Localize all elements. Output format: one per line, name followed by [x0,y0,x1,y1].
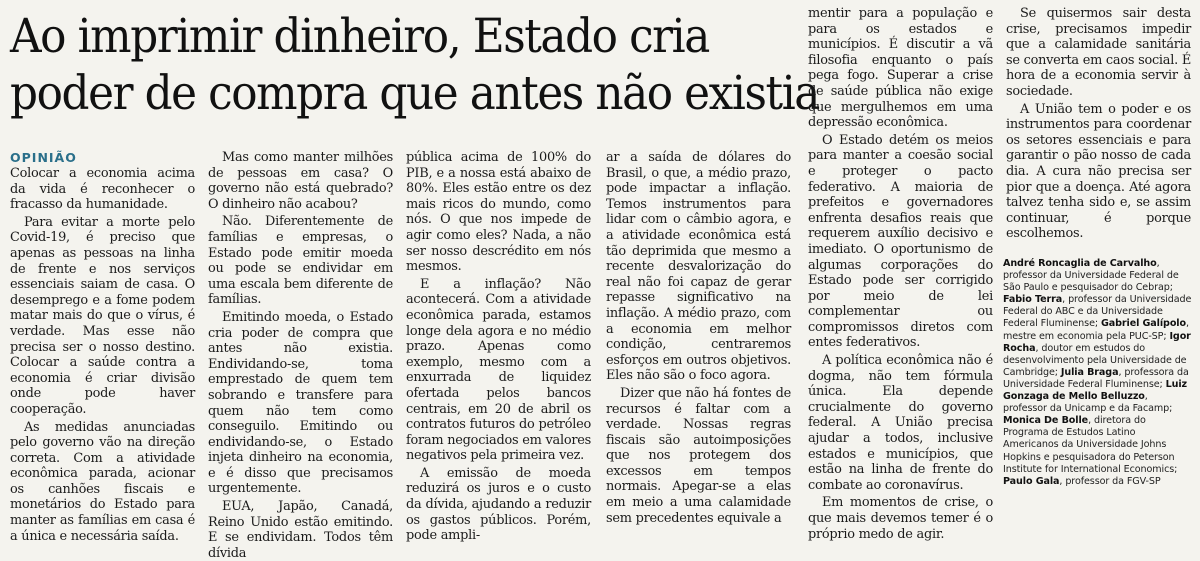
paragraph: O Estado detém os meios para manter a coesão social e proteger o pacto federativo. A maioria de prefeitos e governadores enfrenta desafios reais que requerem auxílio decisivo e imediato. O oportunismo de algumas corporações do Estado pode ser corrigido por meio de lei complementar ou compromissos diretos com entes federativos. [808,132,993,351]
author-desc: , diretora do Programa de Estudos Latino Americanos da Universidade Johns Hopkins e pesquisadora do Peterson Institute for International Economics; [1003,415,1178,475]
paragraph: A emissão de moeda reduzirá os juros e o custo da dívida, ajudando a reduzir os gastos públicos. Porém, pode ampli- [406,465,591,544]
paragraph: Emitindo moeda, o Estado cria poder de compra que antes não existia. Endividando-se, toma emprestado de quem tem sobrando e transfere para quem não tem como conseguilo. Emitindo ou endividando-se, o Estado injeta dinheiro na economia, e é disso que precisamos urgentemente. [208,309,393,497]
author-desc: , professora da Universidade Federal Fluminense; [1003,366,1189,390]
headline-line-2: poder de compra que antes não existia [10,66,819,121]
paragraph: Colocar a economia acima da vida é reconhecer o fracasso da humanidade. [10,166,195,213]
paragraph: mentir para a população e para os estados e municípios. É discutir a vã filosofia enquanto o país pega fogo. Superar a crise de saúde pública não exige que mergulhemos em uma depressão econômica. [808,6,993,131]
author-name: Luiz Gonzaga de Mello Belluzzo [1003,378,1188,403]
paragraph: Se quisermos sair desta crise, precisamos impedir que a calamidade sanitária se converta em caos social. É hora de a economia servir à sociedade. [1006,6,1191,99]
section-label: OPINIÃO [10,150,77,165]
paragraph: ar a saída de dólares do Brasil, o que, a médio prazo, pode impactar a inflação. Temos instrumentos para lidar com o câmbio agora, e a atividade econômica está tão deprimida que mesmo a recente desvalorização do real não foi capaz de gerar repasse significativo na inflação. A médio prazo, com a economia em melhor condição, centraremos esforços em outros objetivos. Eles não são o foco agora. [606,150,791,384]
paragraph: E a inflação? Não acontecerá. Com a atividade econômica parada, estamos longe dela agora e no médio prazo. Apenas como exemplo, mesmo com a enxurrada de liquidez ofertada pelos bancos centrais, em 20 de abril os contratos futuros do petróleo foram negociados em valores negativos pela primeira vez. [406,276,591,464]
paragraph: Em momentos de crise, o que mais devemos temer é o próprio medo de agir. [808,495,993,542]
author-name: Paulo Gala [1003,475,1060,487]
column-2 [208,150,393,561]
author-name: Igor Rocha [1003,330,1191,354]
article-headline [10,8,819,122]
paragraph: A União tem o poder e os instrumentos para coordenar os setores essenciais e para garantir o pão nosso de cada dia. A cura não precisa ser pior que a doença. Até agora talvez tenha sido e, se assim continuar, é porque escolhemos. [1006,101,1191,242]
author-name: Gabriel Galípolo [1100,318,1186,330]
author-bios [1003,258,1193,488]
author-desc: , professor da Universidade Federal de São Paulo e pesquisador do Cebrap; [1003,258,1179,294]
column-1 [10,150,195,544]
headline-line-1: Ao imprimir dinheiro, Estado cria [10,9,709,64]
author-desc: , professor da Universidade Federal do ABC e da Universidade Federal Fluminense; [1003,294,1192,330]
column-6 [1006,6,1191,242]
paragraph: Dizer que não há fontes de recursos é faltar com a verdade. Nossas regras fiscais são autoimposições que nos protegem dos excessos em tempos normais. Apegar-se a elas em meio a uma calamidade sem precedentes equivale a [606,385,791,526]
author-desc: , mestre em economia pela PUC-SP; [1003,318,1189,342]
paragraph: As medidas anunciadas pelo governo vão na direção correta. Com a atividade econômica parada, acionar os canhões fiscais e monetários do Estado para manter as famílias em casa é a única e necessária saída. [10,419,195,544]
author-desc: , doutor em estudos do desenvolvimento pela Universidade de Cambridge; [1003,342,1187,378]
author-name: Julia Braga [1060,366,1119,378]
paragraph: Mas como manter milhões de pessoas em casa? O governo não está quebrado? O dinheiro não acabou? [208,150,393,212]
paragraph: pública acima de 100% do PIB, e a nossa está abaixo de 80%. Eles estão entre os dez mais ricos do mundo, como nós. O que nos impede de agir como eles? Nada, a não ser nosso descrédito em nós mesmos. [406,150,591,275]
author-name: André Roncaglia de Carvalho [1003,258,1157,269]
column-4 [606,150,791,526]
paragraph: Para evitar a morte pelo Covid-19, é preciso que apenas as pessoas na linha de frente e nos serviços essenciais saiam de casa. O desemprego e a fome podem matar mais do que o vírus, é verdade. Mas esse não precisa ser o nosso destino. Colocar a saúde contra a economia é criar divisão onde pode haver cooperação. [10,214,195,417]
author-desc: , professor da FGV-SP [1059,475,1161,487]
column-5 [808,6,993,542]
author-name: Monica De Bolle [1003,415,1089,427]
author-name: Fabio Terra [1003,294,1063,306]
paragraph: EUA, Japão, Canadá, Reino Unido estão emitindo. E se endividam. Todos têm dívida [208,499,393,561]
author-desc: , professor da Unicamp e da Facamp; [1003,391,1173,415]
paragraph: A política econômica não é dogma, não tem fórmula única. Ela depende crucialmente do governo federal. A União precisa ajudar a todos, inclusive estados e municípios, que estão na linha de frente do combate ao coronavírus. [808,353,993,493]
column-3 [406,150,591,544]
paragraph: Não. Diferentemente de famílias e empresas, o Estado pode emitir moeda ou pode se endividar em uma escala bem diferente de famílias. [208,214,393,308]
